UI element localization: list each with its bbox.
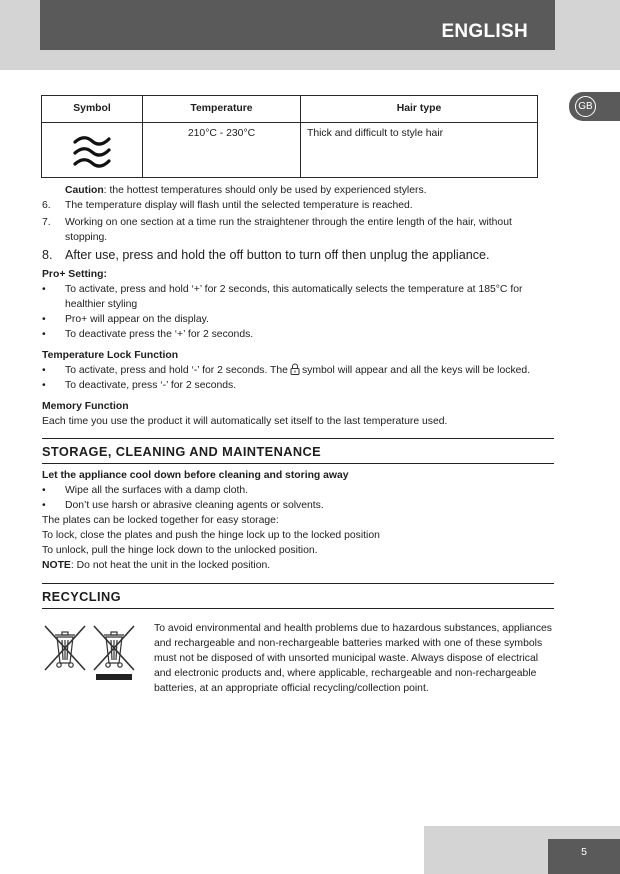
step-number: 8.: [42, 248, 53, 262]
list-item: • To deactivate, press ‘-’ for 2 seconds.: [42, 378, 554, 393]
hair-type-cell: Thick and difficult to style hair: [301, 123, 538, 178]
step-item: [42, 215, 554, 245]
table-header-row: [42, 96, 538, 123]
col-header-symbol: Symbol: [42, 96, 143, 123]
crossed-bin-bar-icon: [91, 623, 137, 683]
storage-line: The plates can be locked together for easy storage:: [42, 515, 279, 526]
col-header-hair-type: Hair type: [301, 96, 538, 123]
temperature-cell: 210°C - 230°C: [143, 123, 301, 178]
list-item: • Pro+ will appear on the display.: [42, 312, 554, 327]
list-item: • Don’t use harsh or abrasive cleaning agents or solvents.: [42, 498, 554, 513]
memory-text: Each time you use the product it will automatically set itself to the last temperature used.: [42, 416, 448, 427]
symbol-cell: [42, 123, 143, 178]
storage-line: To lock, close the plates and push the hinge lock up to the locked position: [42, 530, 380, 541]
recycling-title: RECYCLING: [42, 589, 121, 604]
country-code: GB: [575, 96, 596, 117]
step-item: [42, 246, 554, 264]
page-number-box: [548, 839, 620, 874]
language-title: ENGLISH: [441, 21, 528, 42]
step-item: [42, 198, 554, 213]
caution-line: [42, 183, 554, 198]
recycling-block: [42, 621, 554, 696]
note-label: NOTE: [42, 560, 71, 571]
step-number: 6.: [42, 200, 51, 211]
step-text: Working on one section at a time run the straightener through the entire length of the hair, without stopping.: [65, 217, 512, 243]
temp-lock-heading: Temperature Lock Function: [42, 350, 179, 361]
list-item: • To activate, press and hold ‘+’ for 2 seconds, this automatically selects the temperature at 185°C for healthier styling: [42, 282, 554, 312]
recycling-section-header: [42, 583, 554, 609]
country-tab: [569, 92, 620, 121]
list-item: • Wipe all the surfaces with a damp cloth.: [42, 483, 554, 498]
storage-note: [42, 558, 554, 573]
pro-setting-heading: Pro+ Setting:: [42, 269, 107, 280]
storage-line: To unlock, pull the hinge lock down to the unlocked position.: [42, 545, 318, 556]
table-row: [42, 123, 538, 178]
col-header-temperature: Temperature: [143, 96, 301, 123]
note-text: : Do not heat the unit in the locked position.: [70, 560, 271, 571]
temp-lock-text: To activate, press and hold ‘-’ for 2 seconds. The: [65, 365, 288, 376]
step-number: 7.: [42, 217, 51, 228]
language-bar: [40, 0, 555, 50]
step-text: After use, press and hold the off button to turn off then unplug the appliance.: [65, 248, 490, 262]
storage-section-header: [42, 438, 554, 464]
page-number: 5: [581, 846, 587, 858]
step-text: The temperature display will flash until the selected temperature is reached.: [65, 200, 413, 211]
heat-waves-icon: [72, 132, 112, 170]
list-item: [42, 363, 554, 378]
main-content: [42, 183, 554, 696]
caution-label: Caution: [65, 185, 104, 196]
temp-lock-text: symbol will appear and all the keys will be locked.: [301, 365, 531, 376]
memory-heading: Memory Function: [42, 401, 129, 412]
recycling-text: To avoid environmental and health problems due to hazardous substances, appliances and rechargeable and non-rechargeable batteries marked with one of these symbols must not be disposed of with unsorted municipal waste. Always dispose of electrical and electronic products and, where applicable, rechargeable and non-rechargeable batteries, at an appropriate official recycling/collection point.: [154, 623, 552, 694]
recycling-symbols: [42, 621, 154, 696]
crossed-bin-icon: [42, 623, 88, 673]
storage-subheading: Let the appliance cool down before cleaning and storing away: [42, 470, 349, 481]
caution-text: : the hottest temperatures should only be used by experienced stylers.: [103, 185, 427, 196]
list-item: • To deactivate press the ‘+’ for 2 seconds.: [42, 327, 554, 342]
lock-icon: [290, 363, 300, 375]
temperature-table: [41, 95, 538, 178]
storage-title: STORAGE, CLEANING AND MAINTENANCE: [42, 444, 322, 459]
